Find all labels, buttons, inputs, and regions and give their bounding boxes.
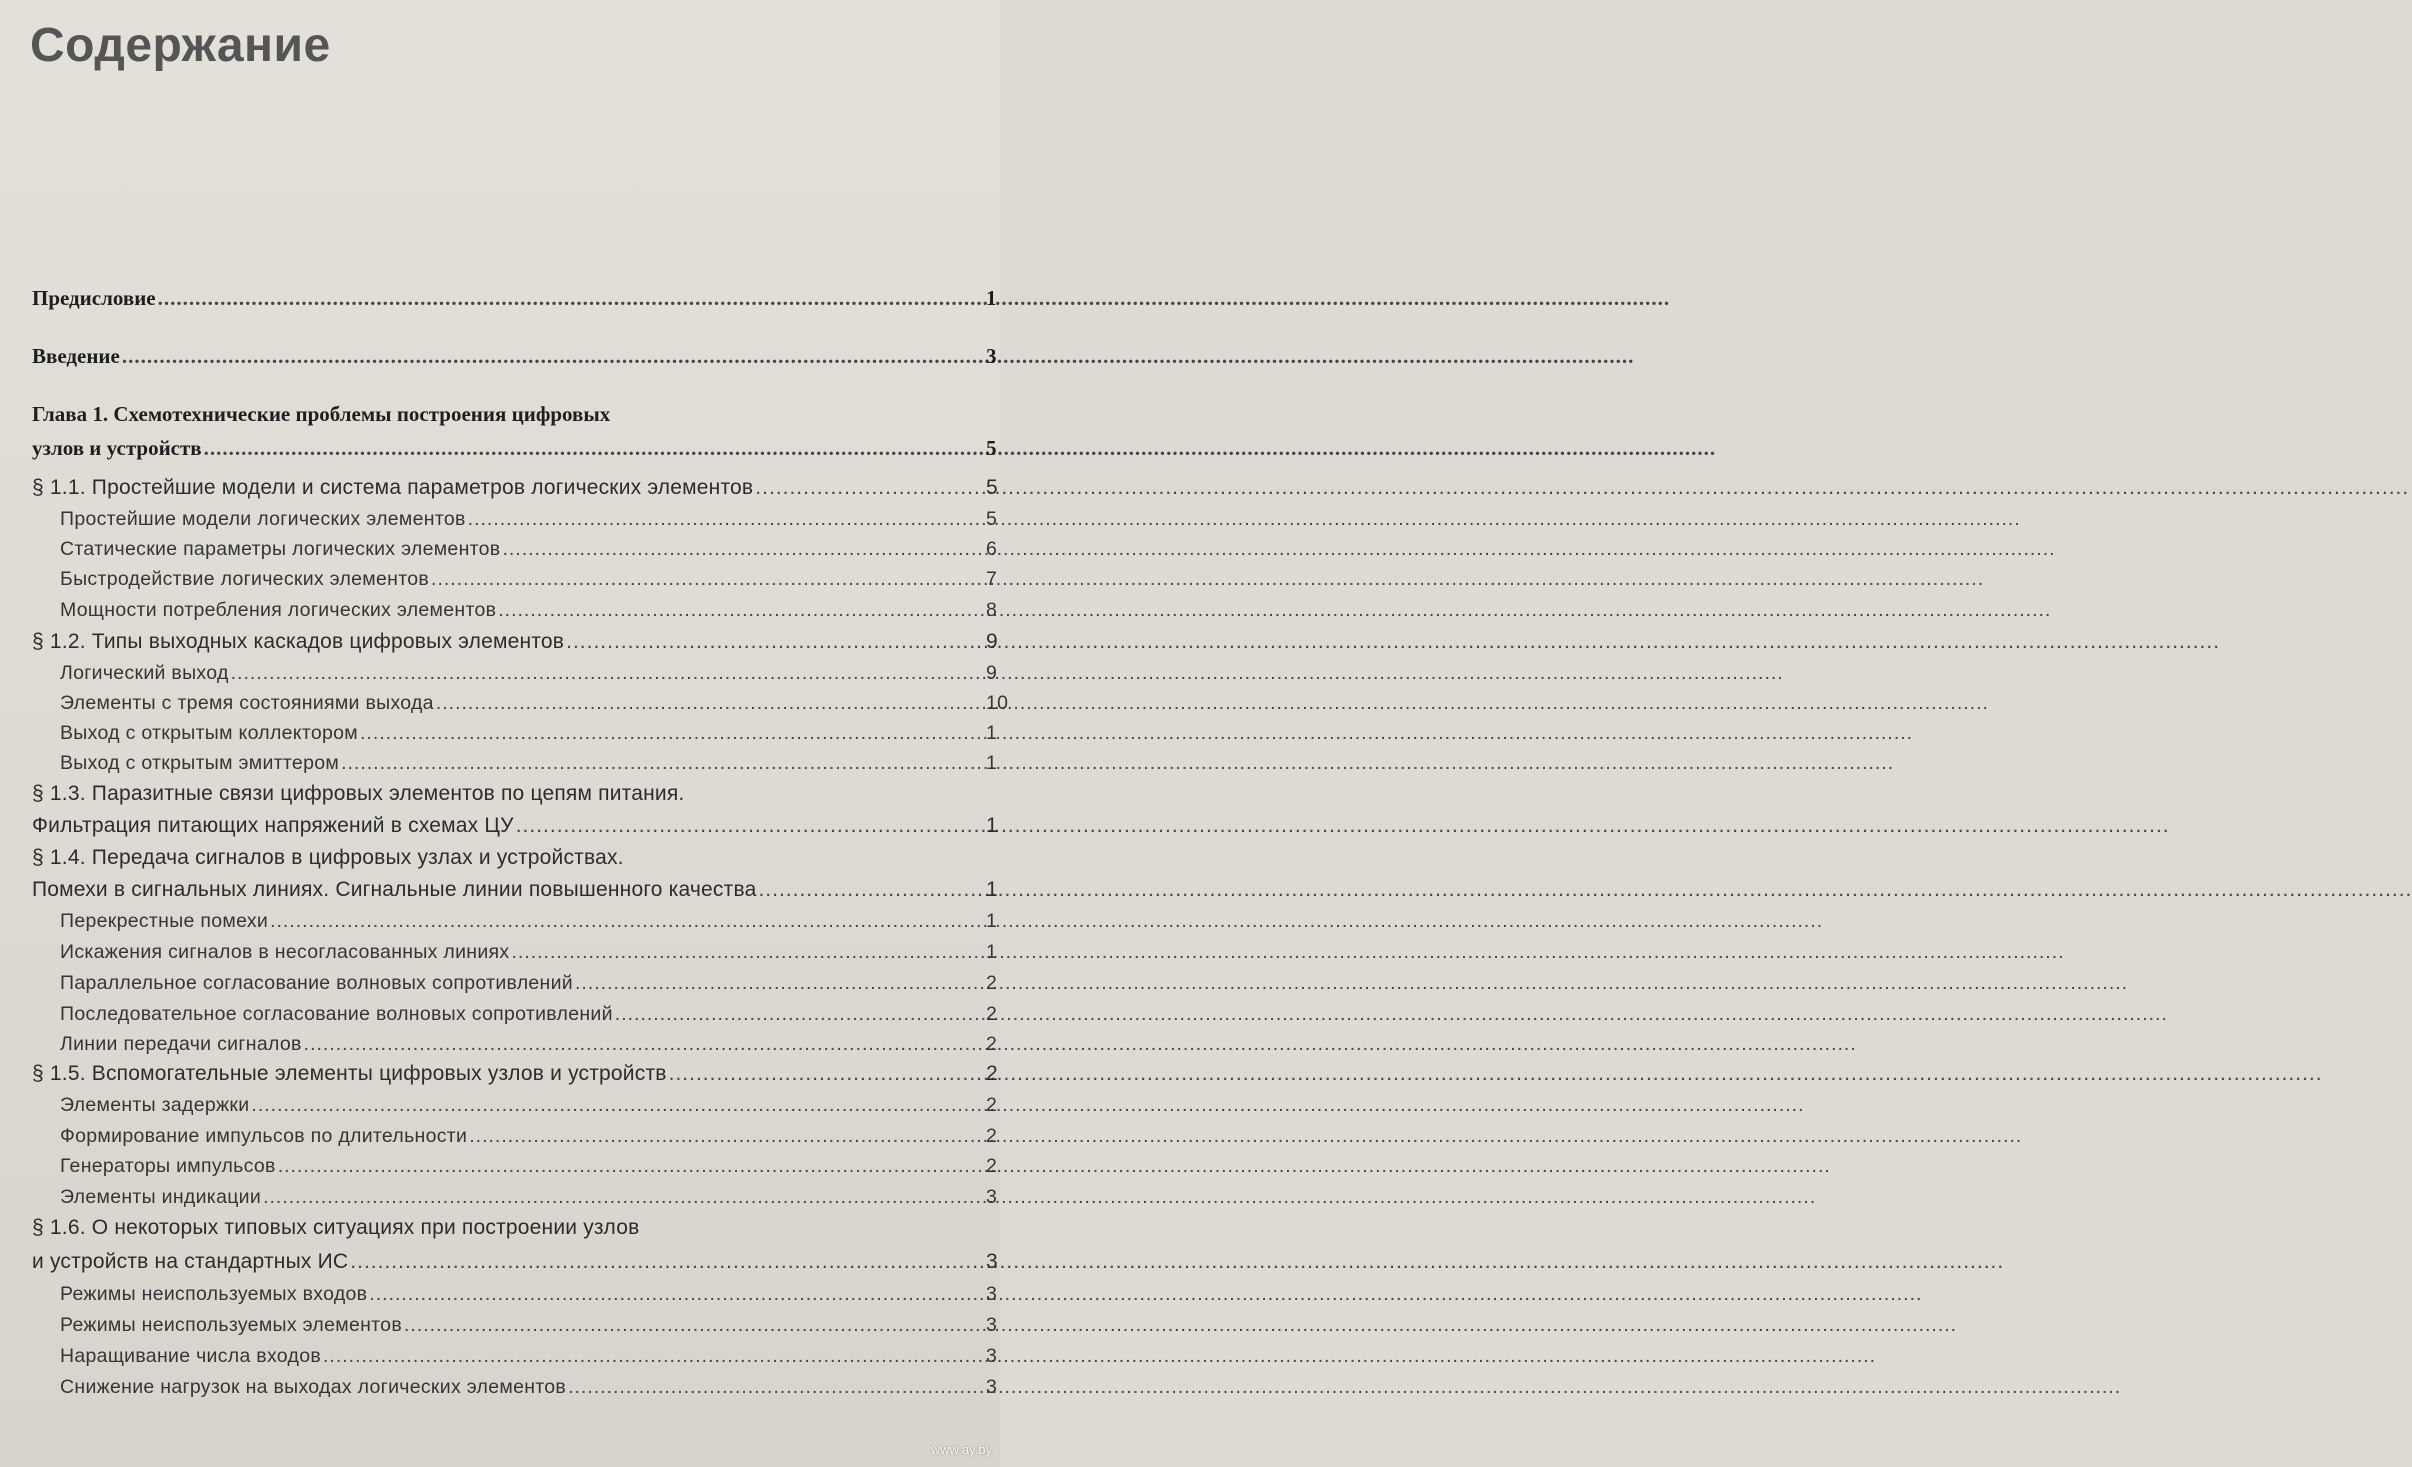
dot-leader xyxy=(122,344,984,369)
table-of-contents xyxy=(0,0,1009,1467)
toc-entry-page: 5 xyxy=(986,476,998,499)
dot-leader xyxy=(341,752,984,775)
toc-entry-page: 2 xyxy=(986,1003,998,1025)
dot-leader xyxy=(360,722,984,745)
toc-entry-title: Формирование импульсов по длительности xyxy=(60,1125,468,1147)
toc-entry-page: 3 xyxy=(986,1283,998,1305)
toc-item xyxy=(60,662,1000,685)
toc-entry-page: 1 xyxy=(986,941,998,963)
toc-entry-page: 7 xyxy=(986,568,998,590)
dot-leader xyxy=(158,286,984,311)
toc-section-1-3 xyxy=(32,814,1000,838)
toc-entry-page: 2 xyxy=(986,1155,998,1177)
toc-entry-page: 3 xyxy=(986,1314,998,1336)
dot-leader xyxy=(231,662,984,685)
toc-item xyxy=(60,752,1000,775)
toc-entry-title: Помехи в сигнальных линиях. Сигнальные линии повышенного качества xyxy=(32,878,757,901)
toc-section-1-4 xyxy=(32,878,1000,902)
dot-leader xyxy=(516,814,984,838)
dot-leader xyxy=(304,1033,984,1056)
dot-leader xyxy=(469,1125,984,1148)
toc-entry-title: § 1.5. Вспомогательные элементы цифровых узлов и устройств xyxy=(32,1062,667,1085)
toc-entry-title: Режимы неиспользуемых входов xyxy=(60,1283,368,1305)
toc-entry-title: Элементы с тремя состояниями выхода xyxy=(60,692,434,714)
toc-section-1-3-line1: § 1.3. Паразитные связи цифровых элементов по цепям питания. xyxy=(32,782,685,805)
toc-item xyxy=(60,1283,1000,1306)
toc-entry-page: 2 xyxy=(986,972,998,994)
toc-entry-page: 2 xyxy=(986,1125,998,1147)
toc-entry-title: Выход с открытым коллектором xyxy=(60,722,359,744)
toc-entry-title: Наращивание числа входов xyxy=(60,1345,321,1367)
toc-item xyxy=(60,1003,1000,1026)
toc-item xyxy=(60,538,1000,561)
toc-entry-page: 2 xyxy=(986,1033,998,1055)
toc-entry-title: Предисловие xyxy=(32,286,156,310)
toc-item xyxy=(60,568,1000,591)
toc-entry-title: Снижение нагрузок на выходах логических элементов xyxy=(60,1376,567,1398)
toc-entry-title: Элементы индикации xyxy=(60,1186,262,1208)
toc-entry-title: Искажения сигналов в несогласованных линиях xyxy=(60,941,510,963)
dot-leader xyxy=(468,508,984,531)
toc-item xyxy=(60,508,1000,531)
dot-leader xyxy=(502,538,984,561)
dot-leader xyxy=(511,941,984,964)
toc-section-1-6-line1: § 1.6. О некоторых типовых ситуациях при построении узлов xyxy=(32,1216,640,1239)
dot-leader xyxy=(758,878,984,902)
toc-entry-title: Фильтрация питающих напряжений в схемах ЦУ xyxy=(32,814,514,837)
toc-entry-title: § 1.2. Типы выходных каскадов цифровых элементов xyxy=(32,630,565,653)
toc-item xyxy=(60,1155,1000,1178)
dot-leader xyxy=(615,1003,984,1026)
toc-entry-page: 3 xyxy=(986,1345,998,1367)
toc-entry-page: 1 xyxy=(986,722,998,744)
toc-section-1-2 xyxy=(32,630,1000,654)
toc-item xyxy=(60,1314,1000,1337)
dot-leader xyxy=(350,1250,984,1274)
dot-leader xyxy=(323,1345,984,1368)
toc-item xyxy=(60,910,1000,933)
book-page xyxy=(0,0,1009,1467)
toc-entry-title: Выход с открытым эмиттером xyxy=(60,752,340,774)
toc-entry-page: 1 xyxy=(986,286,997,310)
toc-entry-title: Мощности потребления логических элементов xyxy=(60,599,497,621)
toc-entry-page: 1 xyxy=(986,878,998,901)
toc-entry-title: Статические параметры логических элементов xyxy=(60,538,501,560)
toc-item xyxy=(60,1345,1000,1368)
toc-section-1-6 xyxy=(32,1250,1000,1274)
dot-leader xyxy=(566,630,984,654)
toc-section-1-4-line1: § 1.4. Передача сигналов в цифровых узлах и устройствах. xyxy=(32,846,624,869)
toc-item xyxy=(60,1376,1000,1399)
toc-entry-title: Режимы неиспользуемых элементов xyxy=(60,1314,402,1336)
toc-item xyxy=(60,599,1000,622)
toc-entry-preface xyxy=(32,286,1000,311)
toc-entry-page: 3 xyxy=(986,1186,998,1208)
toc-entry-page: 2 xyxy=(986,1094,998,1116)
toc-entry-page: 1 xyxy=(986,910,998,932)
toc-item xyxy=(60,722,1000,745)
toc-entry-title: Элементы задержки xyxy=(60,1094,250,1116)
toc-entry-page: 1 xyxy=(986,814,998,837)
toc-entry-page: 5 xyxy=(986,508,998,530)
toc-entry-intro xyxy=(32,344,1000,369)
toc-item xyxy=(60,692,1009,715)
toc-entry-page: 6 xyxy=(986,538,998,560)
toc-entry-title: § 1.1. Простейшие модели и система параметров логических элементов xyxy=(32,476,754,499)
toc-entry-page: 10 xyxy=(986,692,1009,714)
toc-entry-page: 9 xyxy=(986,630,998,653)
toc-entry-page: 2 xyxy=(986,1062,998,1085)
toc-section-1-5 xyxy=(32,1062,1000,1086)
dot-leader xyxy=(431,568,984,591)
toc-entry-title: Линии передачи сигналов xyxy=(60,1033,302,1055)
toc-entry-page: 8 xyxy=(986,599,998,621)
dot-leader xyxy=(369,1283,984,1306)
toc-item xyxy=(60,1125,1000,1148)
dot-leader xyxy=(278,1155,984,1178)
toc-item xyxy=(60,1186,1000,1209)
dot-leader xyxy=(755,476,984,500)
toc-item xyxy=(60,1094,1000,1117)
toc-item xyxy=(60,941,1000,964)
dot-leader xyxy=(498,599,984,622)
toc-entry-title: Введение xyxy=(32,344,120,368)
toc-entry-title: Быстродействие логических элементов xyxy=(60,568,430,590)
toc-entry-page: 3 xyxy=(986,1376,998,1398)
dot-leader xyxy=(669,1062,984,1086)
dot-leader xyxy=(251,1094,984,1117)
toc-entry-page: 5 xyxy=(986,436,997,460)
dot-leader xyxy=(204,436,984,461)
toc-entry-title: и устройств на стандартных ИС xyxy=(32,1250,349,1273)
dot-leader xyxy=(404,1314,984,1337)
toc-chapter-1-line1: Глава 1. Схемотехнические проблемы построения цифровых xyxy=(32,402,611,426)
dot-leader xyxy=(575,972,984,995)
toc-section-1-1 xyxy=(32,476,1000,500)
toc-entry-page: 3 xyxy=(986,344,997,368)
dot-leader xyxy=(270,910,984,933)
toc-entry-title: Последовательное согласование волновых сопротивлений xyxy=(60,1003,613,1025)
page-title: Содержание xyxy=(30,19,331,72)
dot-leader xyxy=(263,1186,984,1209)
toc-entry-chapter-1 xyxy=(32,436,1000,461)
toc-entry-title: Логический выход xyxy=(60,662,229,684)
toc-entry-page: 1 xyxy=(986,752,998,774)
dot-leader xyxy=(436,692,984,715)
toc-item xyxy=(60,972,1000,995)
dot-leader xyxy=(568,1376,984,1399)
toc-entry-page: 3 xyxy=(986,1250,998,1273)
toc-item xyxy=(60,1033,1000,1056)
site-watermark: www.ay.by xyxy=(930,1442,992,1457)
toc-entry-page: 9 xyxy=(986,662,998,684)
toc-entry-title: Перекрестные помехи xyxy=(60,910,269,932)
toc-entry-title: Генераторы импульсов xyxy=(60,1155,276,1177)
toc-entry-title: узлов и устройств xyxy=(32,436,202,460)
toc-entry-title: Параллельное согласование волновых сопротивлений xyxy=(60,972,574,994)
toc-entry-title: Простейшие модели логических элементов xyxy=(60,508,466,530)
